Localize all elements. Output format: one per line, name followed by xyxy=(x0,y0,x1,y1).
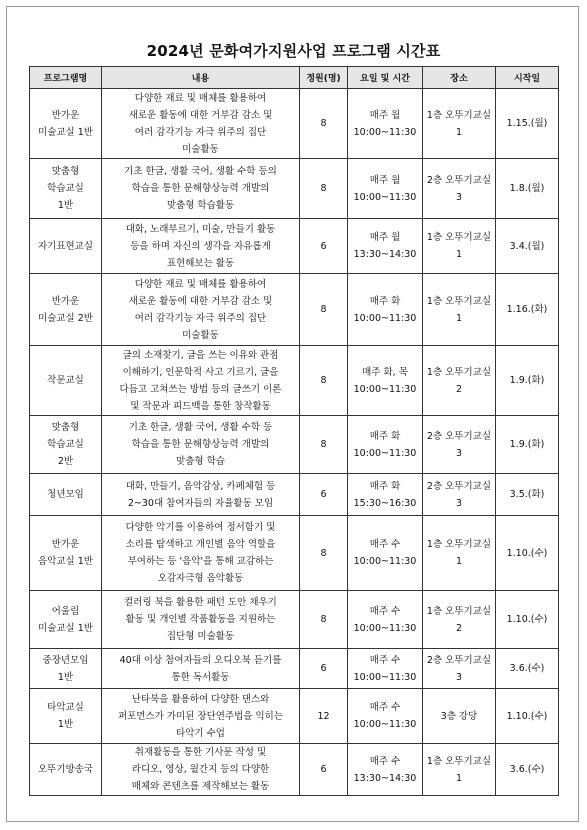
day-time xyxy=(348,89,423,159)
program-name-line: 1반 xyxy=(57,719,74,730)
day-time-line: 매주 월 xyxy=(369,109,401,121)
program-name-line: 반가운 xyxy=(51,295,80,307)
program-content-line: 이해하기, 인문학적 사고 기르기, 글을 xyxy=(122,366,279,378)
program-name-line: 미술교실 2반 xyxy=(38,312,93,324)
day-time-line: 10:00~11:30 xyxy=(353,126,417,138)
place: 2층 오뚜기교실3 xyxy=(423,416,496,474)
day-time-line: 매주 수 xyxy=(369,702,401,713)
table-body xyxy=(30,89,559,796)
program-content-line: 대화, 노래부르기, 미술, 만들기 활동 xyxy=(125,223,276,235)
table-row xyxy=(30,89,559,159)
day-time xyxy=(348,591,423,649)
program-content-line: 오감자극형 음악활동 xyxy=(157,573,244,584)
place: 1층 오뚜기교실1 xyxy=(423,89,496,159)
day-time-line: 매주 월 xyxy=(369,174,401,186)
program-name xyxy=(30,591,102,649)
day-time-line: 매주 수 xyxy=(369,539,401,550)
program-content-line: 다양한 재료 및 매체를 활용하여 xyxy=(134,278,267,290)
table-header-row xyxy=(30,67,559,89)
program-content-line: 맞춤형 학습활동 xyxy=(166,200,235,211)
capacity: 8 xyxy=(300,89,348,159)
program-content xyxy=(102,219,300,274)
day-time-line: 매주 화 xyxy=(369,480,401,492)
program-content-line: 등을 하며 자신의 생각을 자유롭게 xyxy=(130,240,271,252)
capacity: 12 xyxy=(300,689,348,744)
program-content-line: 소리를 탐색하고 개인별 음악 역할을 xyxy=(125,539,276,550)
program-content-line: 기초 한글, 생활 국어, 생활 수학 등 xyxy=(128,422,273,433)
day-time-line: 10:00~11:30 xyxy=(353,312,417,324)
program-content-line: 타악기 수업 xyxy=(176,727,225,739)
program-content-line: 기초 한글, 생활 국어, 생활 수학 등의 xyxy=(124,166,277,177)
day-time xyxy=(348,649,423,689)
day-time-line: 10:00~11:30 xyxy=(353,447,417,459)
table-row xyxy=(30,416,559,474)
table-row xyxy=(30,274,559,346)
program-content-line: 40대 이상 참여자들의 오디오북 듣기를 xyxy=(119,654,282,666)
day-time-line: 매주 수 xyxy=(369,654,401,666)
program-name xyxy=(30,274,102,346)
day-time-line: 10:00~11:30 xyxy=(353,383,417,395)
program-name-line: 1반 xyxy=(57,200,74,211)
place: 2층 오뚜기교실3 xyxy=(423,474,496,516)
program-content xyxy=(102,346,300,416)
start-date: 3.6.(수) xyxy=(496,744,559,796)
capacity: 8 xyxy=(300,159,348,219)
program-name xyxy=(30,744,102,796)
day-time-line: 15:30~16:30 xyxy=(353,497,417,509)
day-time xyxy=(348,416,423,474)
program-name xyxy=(30,159,102,219)
program-name-line: 반가운 xyxy=(51,539,80,550)
program-content xyxy=(102,516,300,591)
program-content xyxy=(102,649,300,689)
place: 1층 오뚜기교실1 xyxy=(423,744,496,796)
capacity: 6 xyxy=(300,219,348,274)
start-date: 1.10.(수) xyxy=(496,689,559,744)
program-name-line: 맞춤형 xyxy=(51,166,80,177)
program-name-line: 미술교실 1반 xyxy=(38,622,93,634)
place: 1층 오뚜기교실1 xyxy=(423,219,496,274)
program-name-line: 학습교실 xyxy=(47,439,84,450)
day-time xyxy=(348,689,423,744)
start-date: 1.16.(화) xyxy=(496,274,559,346)
day-time xyxy=(348,346,423,416)
program-name-line: 자기표현교실 xyxy=(37,240,94,252)
program-content-line: 여러 감각기능 자극 위주의 집단 xyxy=(134,312,267,324)
capacity: 6 xyxy=(300,649,348,689)
program-content-line: 미술활동 xyxy=(182,329,219,341)
program-name-line: 미술교실 1반 xyxy=(38,126,93,138)
start-date: 1.9.(화) xyxy=(496,346,559,416)
program-name-line: 타악교실 xyxy=(47,702,84,713)
program-content-line: 2~30대 참여자들의 자율활동 모임 xyxy=(127,497,274,509)
program-content-line: 여러 감각기능 자극 위주의 집단 xyxy=(134,126,267,138)
program-content-line: 퍼포먼스가 가미된 장단연주법을 익히는 xyxy=(117,710,284,722)
header-capacity: 정원(명) xyxy=(300,67,348,89)
program-name-line: 중장년모임 xyxy=(42,654,89,666)
program-name xyxy=(30,416,102,474)
header-start-date: 시작일 xyxy=(496,67,559,89)
program-name-line: 학습교실 xyxy=(47,183,84,194)
table-row xyxy=(30,219,559,274)
start-date: 1.9.(화) xyxy=(496,416,559,474)
day-time-line: 13:30~14:30 xyxy=(353,772,417,784)
header-program-name: 프로그램명 xyxy=(30,67,102,89)
program-name-line: 1반 xyxy=(57,671,74,683)
start-date: 1.10.(수) xyxy=(496,516,559,591)
start-date: 1.15.(월) xyxy=(496,89,559,159)
capacity: 6 xyxy=(300,744,348,796)
day-time xyxy=(348,744,423,796)
program-content-line: 난타북을 활용하여 다양한 댄스와 xyxy=(131,693,270,705)
program-name xyxy=(30,689,102,744)
program-name-line: 음악교실 1반 xyxy=(38,556,93,567)
start-date: 3.4.(월) xyxy=(496,219,559,274)
program-content-line: 부여하는 등 '음악'을 통해 교감하는 xyxy=(127,556,274,567)
day-time-line: 10:00~11:30 xyxy=(353,622,417,634)
place: 1층 오뚜기교실1 xyxy=(423,274,496,346)
program-name xyxy=(30,89,102,159)
program-content-line: 집단형 미술활동 xyxy=(166,631,235,642)
program-content-line: 및 작문과 피드백을 통한 창작활동 xyxy=(130,400,271,412)
day-time-line: 매주 수 xyxy=(369,755,401,767)
table-row xyxy=(30,516,559,591)
program-name-line: 맞춤형 xyxy=(51,422,80,433)
program-content-line: 미술활동 xyxy=(182,143,219,155)
program-content-line: 매체와 콘텐츠를 제작해보는 활동 xyxy=(131,781,270,792)
day-time xyxy=(348,274,423,346)
capacity: 8 xyxy=(300,516,348,591)
program-name xyxy=(30,649,102,689)
header-content: 내용 xyxy=(102,67,300,89)
start-date: 3.6.(수) xyxy=(496,649,559,689)
program-name-line: 반가운 xyxy=(51,109,80,121)
capacity: 8 xyxy=(300,591,348,649)
start-date: 1.8.(월) xyxy=(496,159,559,219)
day-time-line: 10:00~11:30 xyxy=(353,671,417,683)
program-name xyxy=(30,516,102,591)
program-content xyxy=(102,591,300,649)
header-place: 장소 xyxy=(423,67,496,89)
place: 1층 오뚜기교실1 xyxy=(423,516,496,591)
program-content-line: 컬러링 북을 활용한 패턴 도안 채우기 xyxy=(124,597,277,608)
day-time xyxy=(348,516,423,591)
capacity: 6 xyxy=(300,474,348,516)
table-row xyxy=(30,649,559,689)
program-name-line: 청년모임 xyxy=(47,489,84,500)
table-row xyxy=(30,689,559,744)
program-name-line: 어울림 xyxy=(51,605,80,617)
capacity: 8 xyxy=(300,346,348,416)
program-name xyxy=(30,474,102,516)
header-day-time: 요일 및 시간 xyxy=(348,67,423,89)
program-name-line: 2반 xyxy=(57,456,74,467)
day-time-line: 매주 월 xyxy=(369,232,401,243)
program-content xyxy=(102,744,300,796)
program-content-line: 다양한 악기를 이용하여 정서함기 및 xyxy=(125,522,276,533)
table-row xyxy=(30,159,559,219)
place: 2층 오뚜기교실3 xyxy=(423,159,496,219)
table-row xyxy=(30,474,559,516)
program-content-line: 다양한 재료 및 매체를 활용하여 xyxy=(134,92,267,104)
program-content-line: 표현해보는 활동 xyxy=(166,257,235,269)
table-row xyxy=(30,346,559,416)
place: 2층 오뚜기교실3 xyxy=(423,649,496,689)
program-content-line: 통한 독서활동 xyxy=(171,671,230,683)
schedule-table xyxy=(29,66,559,796)
program-name xyxy=(30,346,102,416)
program-content-line: 맞춤형 학습 xyxy=(176,456,225,467)
day-time-line: 10:00~11:30 xyxy=(353,719,417,730)
program-content xyxy=(102,159,300,219)
program-content-line: 학습을 통한 문해향상능력 개발의 xyxy=(131,183,270,194)
day-time xyxy=(348,474,423,516)
day-time-line: 10:00~11:30 xyxy=(353,191,417,203)
day-time xyxy=(348,159,423,219)
start-date: 1.10.(수) xyxy=(496,591,559,649)
program-content xyxy=(102,689,300,744)
program-content xyxy=(102,474,300,516)
day-time-line: 매주 화 xyxy=(369,295,401,307)
program-content-line: 활동 및 개인별 작품활동을 지원하는 xyxy=(125,614,276,625)
day-time xyxy=(348,219,423,274)
program-name xyxy=(30,219,102,274)
program-content-line: 새로운 활동에 대한 거부감 감소 및 xyxy=(128,295,273,307)
day-time-line: 13:30~14:30 xyxy=(353,249,417,260)
program-content-line: 다듬고 고쳐쓰는 방법 등의 글쓰기 이론 xyxy=(119,383,282,395)
program-content xyxy=(102,416,300,474)
start-date: 3.5.(화) xyxy=(496,474,559,516)
program-content-line: 새로운 활동에 대한 거부감 감소 및 xyxy=(128,109,273,121)
place: 1층 오뚜기교실2 xyxy=(423,346,496,416)
day-time-line: 매주 화, 목 xyxy=(362,366,408,378)
capacity: 8 xyxy=(300,274,348,346)
table-row xyxy=(30,744,559,796)
page-title: 2024년 문화여가지원사업 프로그램 시간표 xyxy=(146,42,441,60)
day-time-line: 매주 화 xyxy=(369,430,401,442)
program-name-line: 오뚜기방송국 xyxy=(37,764,94,775)
program-content-line: 학습을 통한 문해향상능력 개발의 xyxy=(131,439,270,450)
day-time-line: 10:00~11:30 xyxy=(353,556,417,567)
program-content-line: 대화, 만들기, 음악감상, 카페체험 등 xyxy=(125,480,276,492)
program-content xyxy=(102,274,300,346)
table-row xyxy=(30,591,559,649)
program-content-line: 라디오, 영상, 월간지 등의 다양한 xyxy=(131,764,270,775)
capacity: 8 xyxy=(300,416,348,474)
place: 3층 강당 xyxy=(423,689,496,744)
program-content xyxy=(102,89,300,159)
program-content-line: 취재활동을 통한 기사문 작성 및 xyxy=(134,747,267,758)
program-name-line: 작문교실 xyxy=(47,375,84,386)
place: 1층 오뚜기교실2 xyxy=(423,591,496,649)
program-content-line: 글의 소재찾기, 글을 쓰는 이유와 관점 xyxy=(122,349,279,361)
day-time-line: 매주 수 xyxy=(369,605,401,617)
